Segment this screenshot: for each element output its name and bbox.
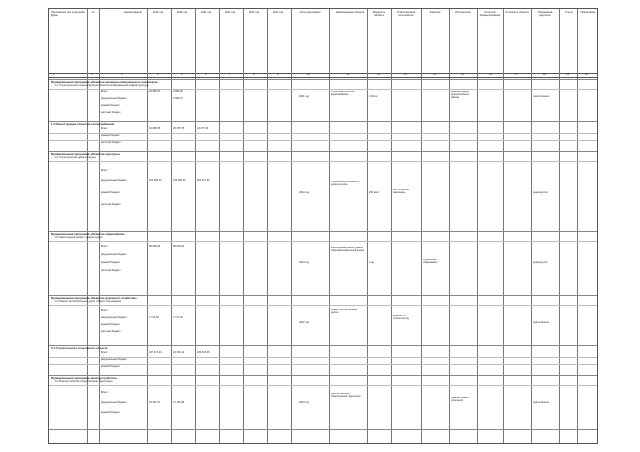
- col-num: 19: [566, 73, 569, 76]
- capacity-cell: 1,82 км: [369, 95, 378, 98]
- executor-cell: МКУ «Служба заказчика»: [393, 189, 409, 194]
- col-num: 17: [515, 73, 518, 76]
- col-num: 10: [307, 73, 310, 76]
- header-col-cost: Стоимость объекта: [505, 11, 529, 14]
- capacity-cell: 250 мест: [369, 191, 380, 194]
- value-cell: 24 995,97: [149, 90, 161, 93]
- row-label: краевой бюджет: [101, 323, 120, 326]
- row-label: федеральный бюджет: [101, 179, 127, 182]
- row-label: краевой бюджет: [101, 191, 120, 194]
- col-num: 7: [229, 73, 231, 76]
- row-label: Всего: [101, 127, 108, 130]
- header-col-responsible: Ответственный исполнитель: [396, 11, 416, 18]
- row-line: [49, 364, 597, 365]
- row-line: [49, 133, 597, 134]
- row-label: краевой бюджет: [101, 104, 120, 107]
- section-subtitle: 4.1 Ремонт автомобильных дорог общего пользования: [55, 300, 122, 303]
- row-label: краевой бюджет: [101, 411, 120, 414]
- header-year-5: 2023 год: [248, 11, 260, 14]
- col-num: 13: [404, 73, 407, 76]
- col-num: 6: [205, 73, 207, 76]
- row-label: местный бюджет: [101, 203, 121, 206]
- value-cell: 13 477,00: [197, 127, 209, 130]
- row-label: краевой бюджет: [101, 134, 120, 137]
- value-cell: 99 009,91: [173, 245, 185, 248]
- row-label: федеральный бюджет: [101, 401, 127, 404]
- row-label: местный бюджет: [101, 330, 121, 333]
- col-num: 3: [121, 73, 123, 76]
- value-cell: 284 917,63: [197, 179, 210, 182]
- row-line: [49, 241, 597, 242]
- status-cell: реализуется: [533, 191, 548, 194]
- value-cell: 347 473,40: [149, 351, 162, 354]
- col-num: 16: [489, 73, 492, 76]
- value-cell: 145 080,00: [173, 179, 186, 182]
- row-line: [49, 140, 597, 141]
- col-num: 11: [347, 73, 350, 76]
- col-num: 4: [157, 73, 159, 76]
- row-label: федеральный бюджет: [101, 316, 127, 319]
- row-line: [49, 305, 597, 306]
- header-year-2: 2020 год: [176, 11, 188, 14]
- header-col-source: Источник финансирования: [479, 11, 501, 18]
- object-cell: Благоустройство общественной территории: [331, 393, 361, 398]
- row-label: Всего: [101, 90, 108, 93]
- col-num: 8: [253, 73, 255, 76]
- header-col-period: Срок реализации: [299, 11, 321, 14]
- row-label: Всего: [101, 309, 108, 312]
- header-col-capacity: Мощность объекта: [372, 11, 386, 18]
- row-label: местный бюджет: [101, 141, 121, 144]
- value-cell: 2 712,82: [149, 316, 159, 319]
- col-num: 2: [91, 73, 93, 76]
- document-sheet: [48, 8, 598, 444]
- capacity-cell: 1 ед.: [369, 261, 375, 264]
- object-cell: Капитальный ремонт здания общеобразовательной школы: [331, 247, 365, 252]
- section-divider: [49, 429, 597, 430]
- section-subtitle: 6.1 Благоустройство общественной территории: [55, 380, 113, 383]
- value-cell: 3 999,00: [173, 90, 183, 93]
- executor-cell: Управление образования: [423, 259, 438, 264]
- section-subtitle: 3.1 Капитальный ремонт здания школы: [55, 236, 103, 239]
- row-line: [49, 161, 597, 162]
- section-subtitle: 2.1 Строительство дома культуры: [55, 156, 96, 159]
- value-cell: 32 085,65: [149, 127, 161, 130]
- row-label: Всего: [101, 391, 108, 394]
- executor-cell: Администрация муниципального района: [451, 91, 470, 99]
- row-label: краевой бюджет: [101, 365, 120, 368]
- period-cell: 2021 год: [299, 95, 309, 98]
- section-title: Муниципальная программа «Развитие образования»: [51, 232, 125, 236]
- period-cell: 2024 год: [299, 191, 309, 194]
- row-label: федеральный бюджет: [101, 97, 127, 100]
- value-cell: 71 151,85: [173, 401, 185, 404]
- period-cell: 2023 год: [299, 261, 309, 264]
- header-col-status: Статус: [564, 11, 574, 14]
- col-num: 14: [433, 73, 436, 76]
- value-cell: 21 153,21: [173, 351, 185, 354]
- object-cell: Строительство сетей водоснабжения: [331, 91, 355, 96]
- header-left-note: Приложение №1 к решению Думы: [51, 11, 85, 18]
- section-title: Муниципальная программа «Развитие жилищно-коммунального комплекса»: [51, 80, 158, 84]
- row-line: [49, 385, 597, 386]
- status-cell: подготовлено: [533, 95, 549, 98]
- row-label: Всего: [101, 245, 108, 248]
- value-cell: 184 953,14: [149, 179, 162, 182]
- executor-cell: Администрация поселения: [451, 397, 469, 402]
- status-cell: подготовлено: [533, 321, 549, 324]
- row-label: местный бюджет: [101, 269, 121, 272]
- section-title: 1.2 Реконструкция объектов теплоснабжения: [51, 122, 115, 126]
- header-col-customer: Заказчик: [429, 11, 441, 14]
- header-col-name: Наименование: [124, 11, 142, 14]
- section-title: Муниципальная программа «Развитие культуры»: [51, 152, 121, 156]
- object-cell: Строительство сельского дома культуры: [331, 181, 360, 186]
- value-cell: 26 475,78: [173, 127, 185, 130]
- col-num: 18: [543, 73, 546, 76]
- section-title: Муниципальная программа «Благоустройство»: [51, 376, 118, 380]
- status-cell: подготовлено: [533, 401, 549, 404]
- header-year-4: 2022 год: [224, 11, 236, 14]
- col-num: 12: [377, 73, 380, 76]
- header-col-number: №: [91, 11, 95, 14]
- row-label: краевой бюджет: [101, 261, 120, 264]
- row-label: федеральный бюджет: [101, 253, 127, 256]
- executor-cell: Комитет по строительству: [393, 315, 409, 320]
- section-title: Муниципальная программа «Развитие дорожного хозяйства»: [51, 296, 137, 300]
- value-cell: 180 947,35: [197, 351, 210, 354]
- row-label: Всего: [101, 169, 108, 172]
- header-year-1: 2019 год: [152, 11, 164, 14]
- header-col-result: Ожидаемый результат: [537, 11, 553, 18]
- col-num: 20: [585, 73, 588, 76]
- col-num: 15: [461, 73, 464, 76]
- column-number-row: [49, 73, 597, 78]
- status-cell: реализуется: [533, 261, 548, 264]
- period-cell: 2024 год: [299, 401, 309, 404]
- header-col-executor: Исполнитель: [455, 11, 471, 14]
- header-year-3: 2021 год: [200, 11, 212, 14]
- row-label: местный бюджет: [101, 111, 121, 114]
- value-cell: 2 717,45: [173, 316, 183, 319]
- col-num: 9: [277, 73, 279, 76]
- header-col-note: Примечание: [580, 11, 596, 14]
- row-label: федеральный бюджет: [101, 358, 127, 361]
- row-line: [49, 357, 597, 358]
- value-cell: 3 999,07: [173, 97, 183, 100]
- value-cell: 94 311,91: [149, 401, 160, 404]
- table-header: [49, 9, 597, 74]
- col-num: 1: [53, 73, 55, 76]
- row-label: Всего: [101, 351, 108, 354]
- section-subtitle: 1.1 Строительство и реконструкция объектов коммунальной инфраструктуры: [55, 84, 149, 87]
- header-col-object: Наименование объекта: [335, 11, 365, 14]
- value-cell: 99 005,62: [149, 245, 161, 248]
- object-cell: Ремонт автомобильной дороги: [331, 309, 358, 314]
- period-cell: 2022 год: [299, 321, 309, 324]
- col-num: 5: [181, 73, 183, 76]
- header-year-6: 2024 год: [272, 11, 284, 14]
- section-title: 5.1 Строительство спортивного объекта: [51, 346, 108, 350]
